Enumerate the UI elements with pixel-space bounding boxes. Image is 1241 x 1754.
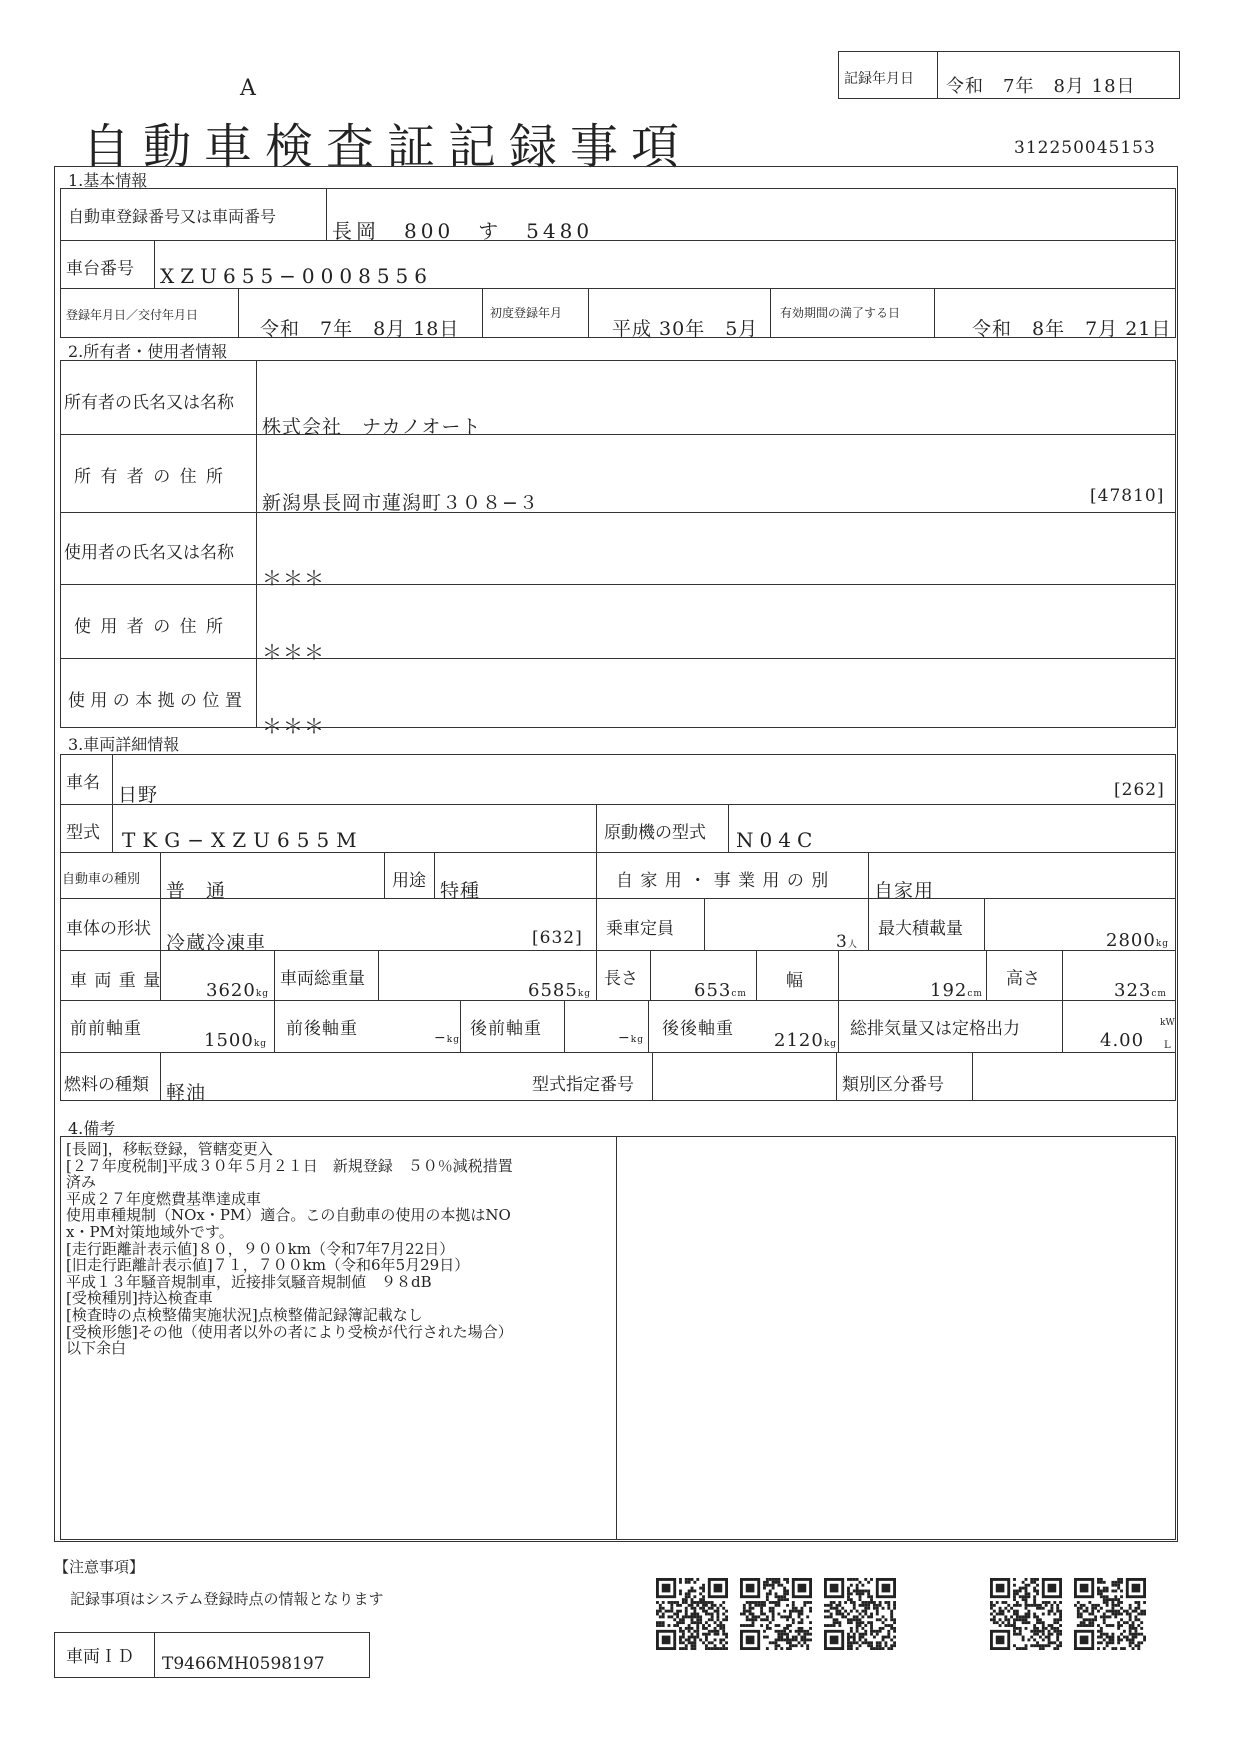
kind-label: 自動車の種別 (62, 872, 141, 887)
remarks-line: 平成１３年騒音規制車，近接排気騒音規制値 ９８dB (66, 1272, 432, 1291)
width-label: 幅 (786, 971, 803, 991)
qr-code-1 (656, 1578, 728, 1650)
kind-value: 普 通 (166, 880, 227, 902)
document-number: 312250045153 (1014, 138, 1156, 158)
chassis-value: XZU655−0008556 (160, 264, 433, 288)
reg-number-value: 長岡 800 す 5480 (332, 219, 594, 243)
front-front-axle-label: 前前軸重 (70, 1019, 142, 1039)
car-name-code: [262] (1114, 780, 1165, 800)
width-value: 192cm (930, 980, 983, 1001)
owner-name-value: 株式会社 ナカノオート (262, 416, 482, 438)
remarks-line: 以下余白 (66, 1339, 127, 1358)
displacement-value: 4.00 (1100, 1030, 1145, 1051)
gross-weight-label: 車両総重量 (280, 969, 365, 989)
qr-code-5 (1074, 1578, 1146, 1650)
first-reg-value: 平成 30年 5月 (612, 318, 759, 340)
type-designation-label: 型式指定番号 (532, 1075, 634, 1095)
user-address-label: 使 用 者 の 住 所 (74, 617, 226, 637)
document-title: 自動車検査証記録事項 (82, 119, 693, 175)
model-value: TKG−XZU655M (122, 828, 364, 852)
section-4-title: 4.備考 (68, 1119, 116, 1138)
remarks-line: [検査時の点検整備実施状況]点検整備記録簿記載なし (66, 1305, 423, 1324)
base-location-label: 使 用 の 本 拠 の 位 置 (68, 691, 242, 711)
user-address-value: ＊＊＊ (262, 640, 325, 664)
section-1-title: 1.基本情報 (68, 171, 148, 190)
fuel-type-label: 燃料の種類 (64, 1075, 149, 1095)
section-2-title: 2.所有者・使用者情報 (68, 342, 228, 361)
section-mark: A (240, 76, 256, 101)
qr-code-4 (990, 1578, 1062, 1650)
private-business-label: 自 家 用 ・ 事 業 用 の 別 (616, 871, 830, 891)
private-business-value: 自家用 (874, 880, 935, 902)
vehicle-weight-value: 3620kg (206, 980, 270, 1001)
gross-weight-value: 6585kg (528, 980, 592, 1001)
height-value: 323cm (1114, 980, 1167, 1001)
displacement-label: 総排気量又は定格出力 (850, 1019, 1020, 1039)
max-load-label: 最大積載量 (878, 919, 963, 939)
rear-rear-axle-value: 2120kg (774, 1030, 838, 1051)
notice-title: 【注意事項】 (54, 1558, 145, 1576)
front-rear-axle-label: 前後軸重 (286, 1019, 358, 1039)
notice-text: 記録事項はシステム登録時点の情報となります (70, 1590, 384, 1608)
body-shape-code: [632] (532, 928, 583, 948)
body-shape-label: 車体の形状 (66, 919, 151, 939)
rear-front-axle-value: −kg (618, 1030, 644, 1046)
record-date-label: 記録年月日 (844, 71, 914, 87)
rear-front-axle-label: 後前軸重 (470, 1019, 542, 1039)
remarks-line: [２７年度税制]平成３０年５月２１日 新規登録 ５０％減税措置 (66, 1156, 513, 1175)
vehicle-id-label: 車両ＩＤ (66, 1647, 134, 1667)
vehicle-weight-label: 車 両 重 量 (70, 971, 162, 991)
model-label: 型式 (66, 823, 100, 843)
displacement-unit-l: L (1164, 1040, 1171, 1051)
category-number-label: 類別区分番号 (842, 1075, 944, 1095)
regdate-value: 令和 7年 8月 18日 (260, 318, 460, 340)
length-label: 長さ (604, 969, 638, 989)
regdate-label: 登録年月日／交付年月日 (66, 308, 199, 322)
remarks-line: [長岡]，移転登録，管轄変更入 (66, 1140, 273, 1158)
qr-code-2 (740, 1578, 812, 1650)
owner-address-code: [47810] (1090, 486, 1165, 506)
front-front-axle-value: 1500kg (204, 1030, 268, 1051)
remarks-line: [旧走行距離計表示値]７１，７００km（令和6年5月29日） (66, 1256, 470, 1275)
remarks-line: x・PM対策地域外です。 (66, 1222, 234, 1241)
owner-address-value: 新潟県長岡市蓮潟町３０８−３ (262, 492, 539, 514)
first-reg-label: 初度登録年月 (490, 306, 563, 320)
vehicle-id-value: T9466MH0598197 (162, 1654, 325, 1674)
expiry-label: 有効期間の満了する日 (780, 306, 901, 320)
user-name-label: 使用者の氏名又は名称 (64, 543, 234, 563)
capacity-value: 3人 (836, 932, 858, 952)
expiry-value: 令和 8年 7月 21日 (972, 318, 1172, 340)
car-name-label: 車名 (66, 773, 100, 793)
height-label: 高さ (1006, 969, 1040, 989)
fuel-type-value: 軽油 (166, 1082, 207, 1104)
remarks-text (66, 1141, 616, 1357)
length-value: 653cm (694, 980, 747, 1001)
rear-rear-axle-label: 後後軸重 (662, 1019, 734, 1039)
body-shape-value: 冷蔵冷凍車 (166, 932, 267, 954)
remarks-line: 平成２７年度燃費基準達成車 (66, 1189, 262, 1208)
remarks-line: 済み (66, 1173, 97, 1192)
remarks-line: 使用車種規制（NOx・PM）適合。この自動車の使用の本拠はNO (66, 1206, 511, 1225)
qr-code-3 (824, 1578, 896, 1650)
record-date-value: 令和 7年 8月 18日 (946, 76, 1136, 97)
engine-label: 原動機の型式 (604, 823, 706, 843)
remarks-line: [走行距離計表示値]８０，９００km（令和7年7月22日） (66, 1239, 455, 1258)
use-value: 特種 (440, 880, 481, 902)
displacement-unit-kw: kW (1160, 1018, 1175, 1028)
user-name-value: ＊＊＊ (262, 566, 325, 590)
section-3-title: 3.車両詳細情報 (68, 735, 180, 754)
reg-number-label: 自動車登録番号又は車両番号 (68, 207, 277, 226)
chassis-label: 車台番号 (66, 259, 134, 279)
max-load-value: 2800kg (1106, 930, 1170, 951)
engine-value: N04C (736, 828, 819, 852)
owner-name-label: 所有者の氏名又は名称 (64, 393, 234, 413)
capacity-label: 乗車定員 (606, 919, 674, 939)
base-location-value: ＊＊＊ (262, 714, 325, 738)
front-rear-axle-value: −kg (434, 1030, 460, 1046)
car-name-value: 日野 (118, 784, 159, 806)
remarks-line: [受検種別]持込検査車 (66, 1289, 213, 1308)
use-label: 用途 (392, 871, 426, 891)
remarks-line: [受検形態]その他（使用者以外の者により受検が代行された場合） (66, 1322, 513, 1341)
owner-address-label: 所 有 者 の 住 所 (74, 467, 226, 487)
